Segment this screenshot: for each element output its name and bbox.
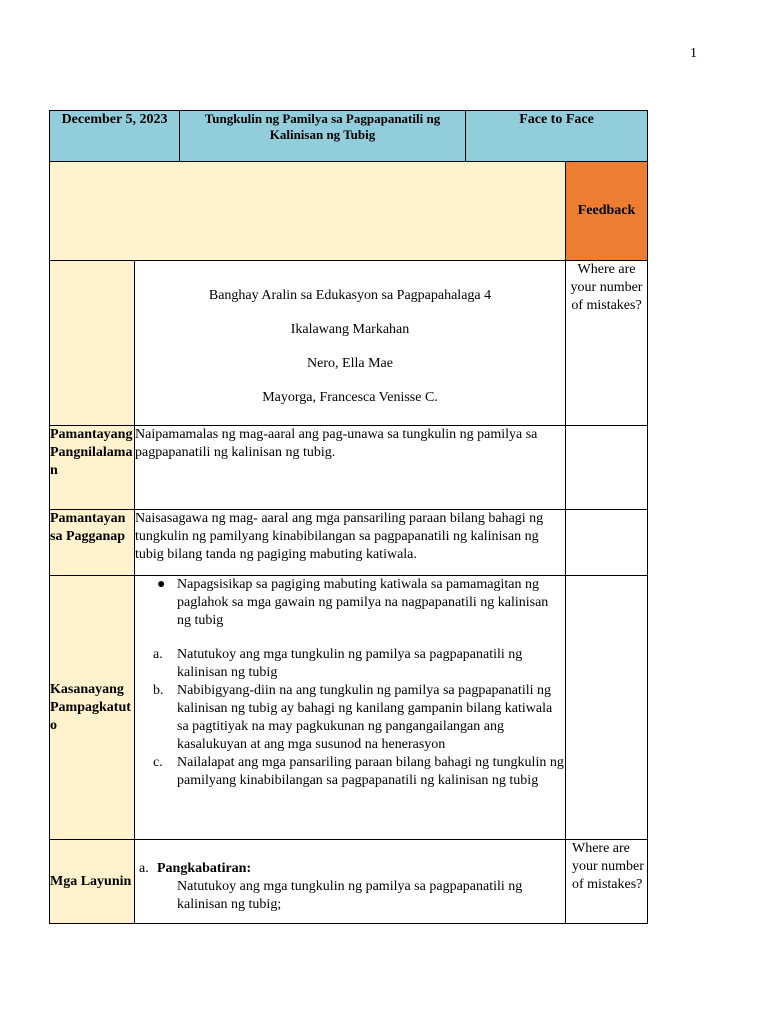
layunin-row xyxy=(50,840,648,924)
header-band xyxy=(50,162,566,261)
list-item xyxy=(135,682,565,754)
intro-content xyxy=(135,261,566,426)
intro-line-subject: Banghay Aralin sa Edukasyon sa Pagpapahalaga 4 xyxy=(208,288,492,303)
pagganap-label: Pamantayan sa Pagganap xyxy=(50,510,135,576)
intro-row xyxy=(50,261,648,426)
pagganap-feedback xyxy=(566,510,648,576)
objective-marker: a. xyxy=(139,861,149,876)
intro-line-quarter: Ikalawang Markahan xyxy=(290,322,410,337)
intro-label xyxy=(50,261,135,426)
kasanayan-feedback xyxy=(566,576,648,840)
objective-heading: Pangkabatiran: xyxy=(157,861,252,876)
item-text: Nabibigyang-diin na ang tungkulin ng pamilya sa pagpapanatili ng kalinisan ng tubig ay bahagi ng kanilang gampanin bilang katiwala sa pagtitiyak na may pagkukunan ng pangangailangan ang kasalukuyan at ang mga susunod na henerasyon xyxy=(177,683,553,752)
page-number: 1 xyxy=(690,46,697,61)
kasanayan-content xyxy=(135,576,566,840)
objective-text: Natutukoy ang mga tungkulin ng pamilya sa pagpapanatili ng kalinisan ng tubig; xyxy=(177,879,523,912)
layunin-feedback: Where are your number of mistakes? xyxy=(566,840,648,924)
pangnilalaman-feedback xyxy=(566,426,648,510)
kasanayan-bullet-text: Napagsisikap sa pagiging mabuting katiwala sa pamamagitan ng paglahok sa mga gawain ng pamilya na nagpapanatili ng kalinisan ng tubig xyxy=(177,577,549,628)
kasanayan-row xyxy=(50,576,648,840)
item-text: Natutukoy ang mga tungkulin ng pamilya sa pagpapanatili ng kalinisan ng tubig xyxy=(177,647,523,680)
pagganap-row xyxy=(50,510,648,576)
header-date: December 5, 2023 xyxy=(50,111,180,162)
lesson-plan-table xyxy=(49,110,648,924)
feedback-header-row xyxy=(50,162,648,261)
pangnilalaman-text: Naipamamalas ng mag-aaral ang pag-unawa sa tungkulin ng pamilya sa pagpapanatili ng kalinisan ng tubig. xyxy=(135,426,566,510)
list-item xyxy=(135,754,565,790)
pagganap-text: Naisasagawa ng mag- aaral ang mga pansariling paraan bilang bahagi ng tungkulin ng pamilyang kinabibilangan sa pagpapanatili ng kalinisan ng tubig bilang tanda ng pagiging mabuting katiwala. xyxy=(135,510,566,576)
objective-item xyxy=(135,860,565,914)
header-topic: Tungkulin ng Pamilya sa Pagpapanatili ng Kalinisan ng Tubig xyxy=(180,111,466,162)
kasanayan-label: Kasanayang Pampagkatuto xyxy=(50,576,135,840)
bullet-icon: ● xyxy=(157,577,166,592)
intro-line-author-1: Nero, Ella Mae xyxy=(307,356,393,371)
layunin-content xyxy=(135,840,566,924)
item-text: Nailalapat ang mga pansariling paraan bilang bahagi ng tungkulin ng pamilyang kinabibilangan sa pagpapanatili ng kalinisan ng tubig xyxy=(177,755,564,788)
kasanayan-bullet-list xyxy=(135,576,565,630)
header-row xyxy=(50,111,648,162)
intro-line-author-2: Mayorga, Francesca Venisse C. xyxy=(262,390,438,405)
list-item xyxy=(135,646,565,682)
list-item xyxy=(157,576,565,630)
item-marker: c. xyxy=(153,755,163,770)
intro-feedback: Where are your number of mistakes? xyxy=(566,261,648,426)
pangnilalaman-label: Pamantayang Pangnilalaman xyxy=(50,426,135,510)
item-marker: a. xyxy=(153,647,163,662)
feedback-header: Feedback xyxy=(566,162,648,261)
pangnilalaman-row xyxy=(50,426,648,510)
header-mode: Face to Face xyxy=(466,111,648,162)
item-marker: b. xyxy=(153,683,164,698)
layunin-label: Mga Layunin xyxy=(50,840,135,924)
kasanayan-item-list xyxy=(135,646,565,790)
